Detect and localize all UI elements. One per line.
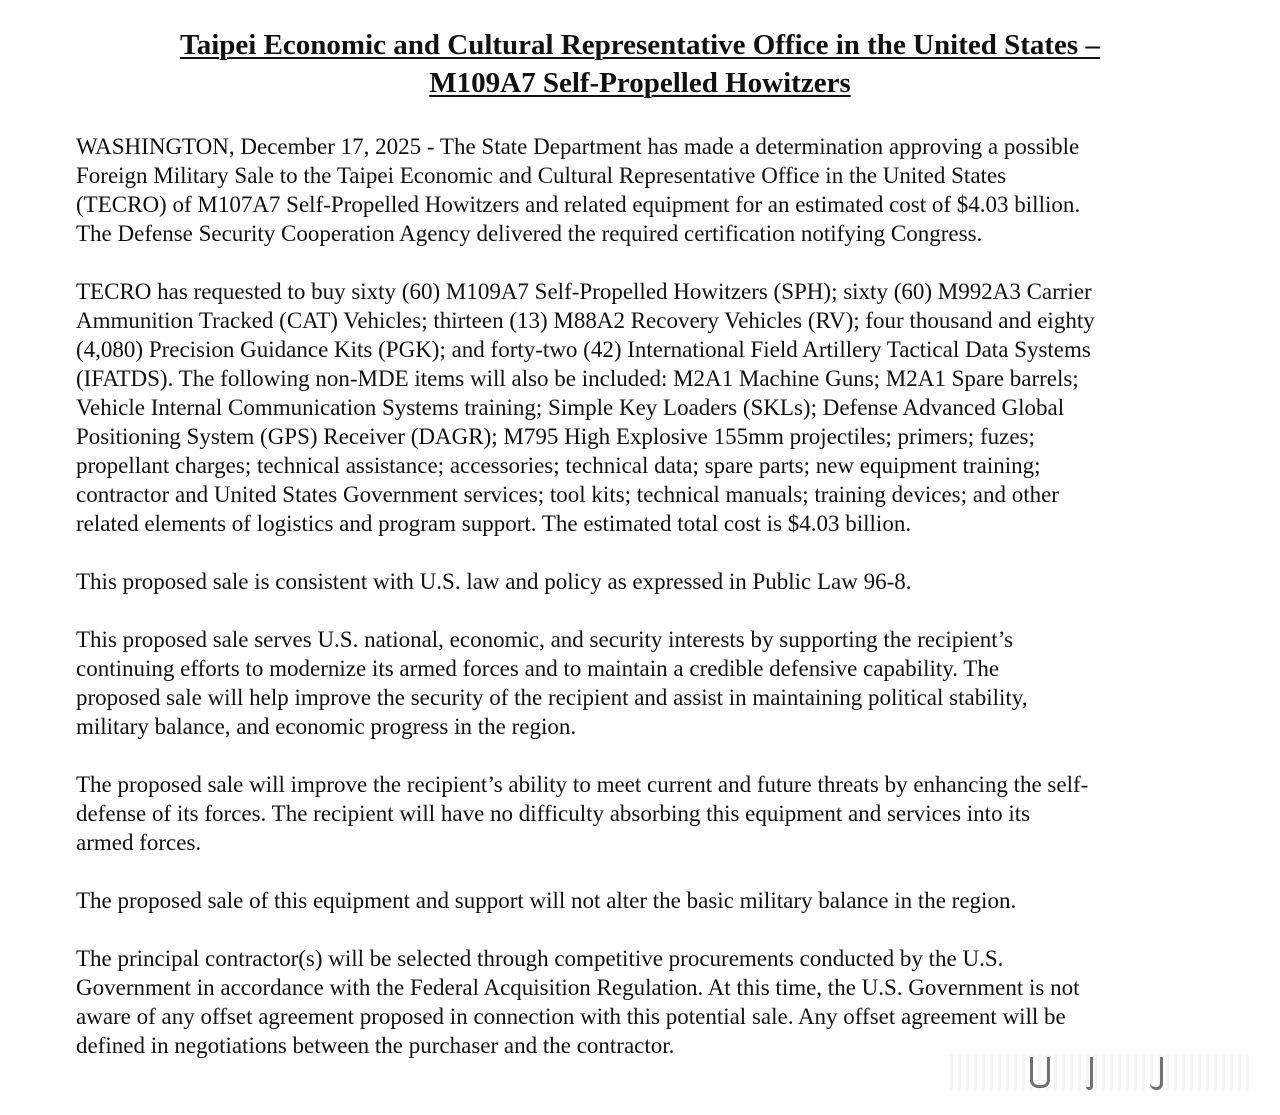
text-line: TECRO has requested to buy sixty (60) M109A7 Self-Propelled Howitzers (SPH); sixty (60) M992A3 Carrier — [76, 279, 1092, 304]
text-line: Ammunition Tracked (CAT) Vehicles; thirteen (13) M88A2 Recovery Vehicles (RV); four thousand and eighty — [76, 308, 1095, 333]
text-line: continuing efforts to modernize its armed forces and to maintain a credible defensive capability. The — [76, 656, 1000, 681]
title-line-1: Taipei Economic and Cultural Representative Office in the United States – — [180, 29, 1100, 61]
text-line: Vehicle Internal Communication Systems training; Simple Key Loaders (SKLs); Defense Advanced Global — [76, 395, 1065, 420]
text-line: aware of any offset agreement proposed in connection with this potential sale. Any offset agreement will be — [76, 1004, 1066, 1029]
paragraph — [76, 277, 1266, 538]
text-line: WASHINGTON, December 17, 2025 - The State Department has made a determination approving a possible — [76, 134, 1080, 159]
text-line: The proposed sale will improve the recipient’s ability to meet current and future threats by enhancing the self- — [76, 772, 1089, 797]
paragraph — [76, 770, 1266, 857]
text-line: The proposed sale of this equipment and support will not alter the basic military balance in the region. — [76, 888, 1017, 913]
text-line: Government in accordance with the Federal Acquisition Regulation. At this time, the U.S. Government is not — [76, 975, 1080, 1000]
text-line: (4,080) Precision Guidance Kits (PGK); and forty-two (42) International Field Artillery Tactical Data Systems — [76, 337, 1091, 362]
text-line: contractor and United States Government services; tool kits; technical manuals; training devices; and other — [76, 482, 1059, 507]
text-line: defense of its forces. The recipient will have no difficulty absorbing this equipment and services into its — [76, 801, 1031, 826]
text-line: propellant charges; technical assistance; accessories; technical data; spare parts; new equipment training; — [76, 453, 1041, 478]
paragraph — [76, 567, 1266, 596]
watermark — [950, 1055, 1250, 1091]
text-line: (IFATDS). The following non-MDE items will also be included: M2A1 Machine Guns; M2A1 Spare barrels; — [76, 366, 1079, 391]
document-title — [0, 26, 1280, 102]
text-line: armed forces. — [76, 830, 202, 855]
text-line: (TECRO) of M107A7 Self-Propelled Howitzers and related equipment for an estimated cost of $4.03 billion. — [76, 192, 1081, 217]
text-line: The Defense Security Cooperation Agency delivered the required certification notifying Congress. — [76, 221, 983, 246]
text-line: Foreign Military Sale to the Taipei Economic and Cultural Representative Office in the United States — [76, 163, 1007, 188]
text-line: Positioning System (GPS) Receiver (DAGR); M795 High Explosive 155mm projectiles; primers; fuzes; — [76, 424, 1035, 449]
text-line: proposed sale will help improve the security of the recipient and assist in maintaining political stability, — [76, 685, 1028, 710]
paragraph — [76, 132, 1266, 248]
text-line: The principal contractor(s) will be selected through competitive procurements conducted by the U.S. — [76, 946, 1004, 971]
text-line: related elements of logistics and program support. The estimated total cost is $4.03 billion. — [76, 511, 912, 536]
paragraph — [76, 625, 1266, 741]
paragraph — [76, 944, 1266, 1060]
document-body — [76, 132, 1266, 1089]
text-line: military balance, and economic progress in the region. — [76, 714, 577, 739]
text-line: defined in negotiations between the purchaser and the contractor. — [76, 1033, 675, 1058]
title-line-2: M109A7 Self-Propelled Howitzers — [429, 67, 851, 99]
text-line: This proposed sale is consistent with U.S. law and policy as expressed in Public Law 96-8. — [76, 569, 912, 594]
text-line: This proposed sale serves U.S. national, economic, and security interests by supporting the recipient’s — [76, 627, 1014, 652]
paragraph — [76, 886, 1266, 915]
